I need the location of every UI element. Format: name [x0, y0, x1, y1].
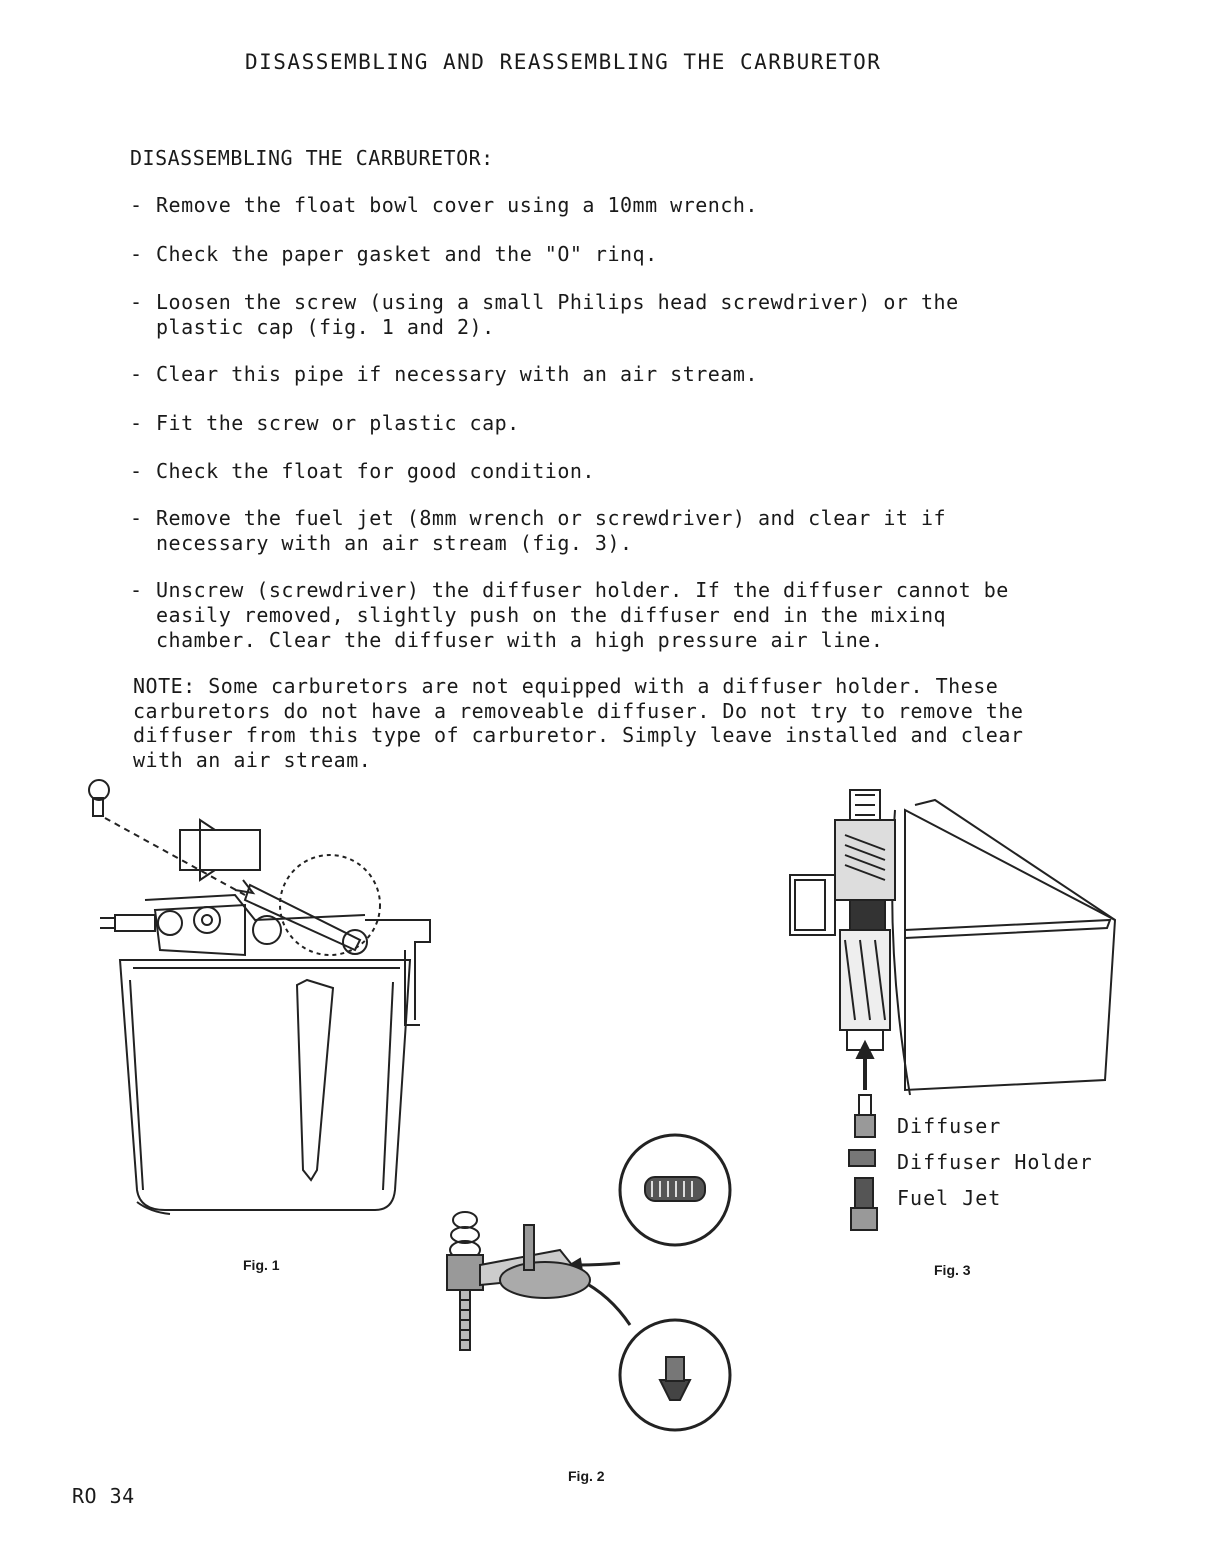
fig1-carburetor-illustration — [75, 770, 445, 1250]
step-text: Unscrew (screwdriver) the diffuser holder. If the diffuser cannot be easily removed, slightly push on the diffuser end in the mixinq chamber. Clear the diffuser with a high pressure air line. — [156, 578, 1009, 652]
step-text: Remove the float bowl cover using a 10mm wrench. — [156, 193, 758, 217]
step-dash: - — [130, 242, 143, 266]
step-dash: - — [130, 506, 143, 530]
section-heading: DISASSEMBLING THE CARBURETOR: — [130, 146, 494, 170]
step-7 — [130, 506, 1050, 556]
step-dash: - — [130, 578, 143, 602]
step-text: Loosen the screw (using a small Philips head screwdriver) or the plastic cap (fig. 1 and 2). — [156, 290, 959, 339]
note-paragraph: NOTE: Some carburetors are not equipped with a diffuser holder. These carburetors do not have a removeable diffuser. Do not try to remove the diffuser from this type of carburetor. Simply leave installed and clear with an air stream. — [133, 674, 1024, 772]
step-6 — [130, 459, 1050, 484]
step-text: Fit the screw or plastic cap. — [156, 411, 520, 435]
legend-diffuser: Diffuser — [897, 1114, 1002, 1138]
step-2 — [130, 242, 1050, 267]
step-1 — [130, 193, 1050, 218]
fig3-caption: Fig. 3 — [934, 1262, 971, 1278]
step-dash: - — [130, 290, 143, 314]
page-title: DISASSEMBLING AND REASSEMBLING THE CARBURETOR — [245, 50, 882, 74]
step-text: Check the float for good condition. — [156, 459, 595, 483]
legend-fuel-jet: Fuel Jet — [897, 1186, 1002, 1210]
legend-diffuser-holder: Diffuser Holder — [897, 1150, 1093, 1174]
page-code: RO 34 — [72, 1484, 135, 1508]
step-8 — [130, 578, 1050, 653]
step-text: Remove the fuel jet (8mm wrench or screwdriver) and clear it if necessary with an air stream (fig. 3). — [156, 506, 947, 555]
step-5 — [130, 411, 1050, 436]
step-dash: - — [130, 193, 143, 217]
step-4 — [130, 362, 1050, 387]
fig2-caption: Fig. 2 — [568, 1468, 605, 1484]
step-text: Check the paper gasket and the "O" rinq. — [156, 242, 658, 266]
step-text: Clear this pipe if necessary with an air stream. — [156, 362, 758, 386]
step-dash: - — [130, 411, 143, 435]
fig2-cover-illustration — [430, 1125, 750, 1435]
step-dash: - — [130, 459, 143, 483]
fig1-caption: Fig. 1 — [243, 1257, 280, 1273]
step-dash: - — [130, 362, 143, 386]
step-3 — [130, 290, 1050, 340]
